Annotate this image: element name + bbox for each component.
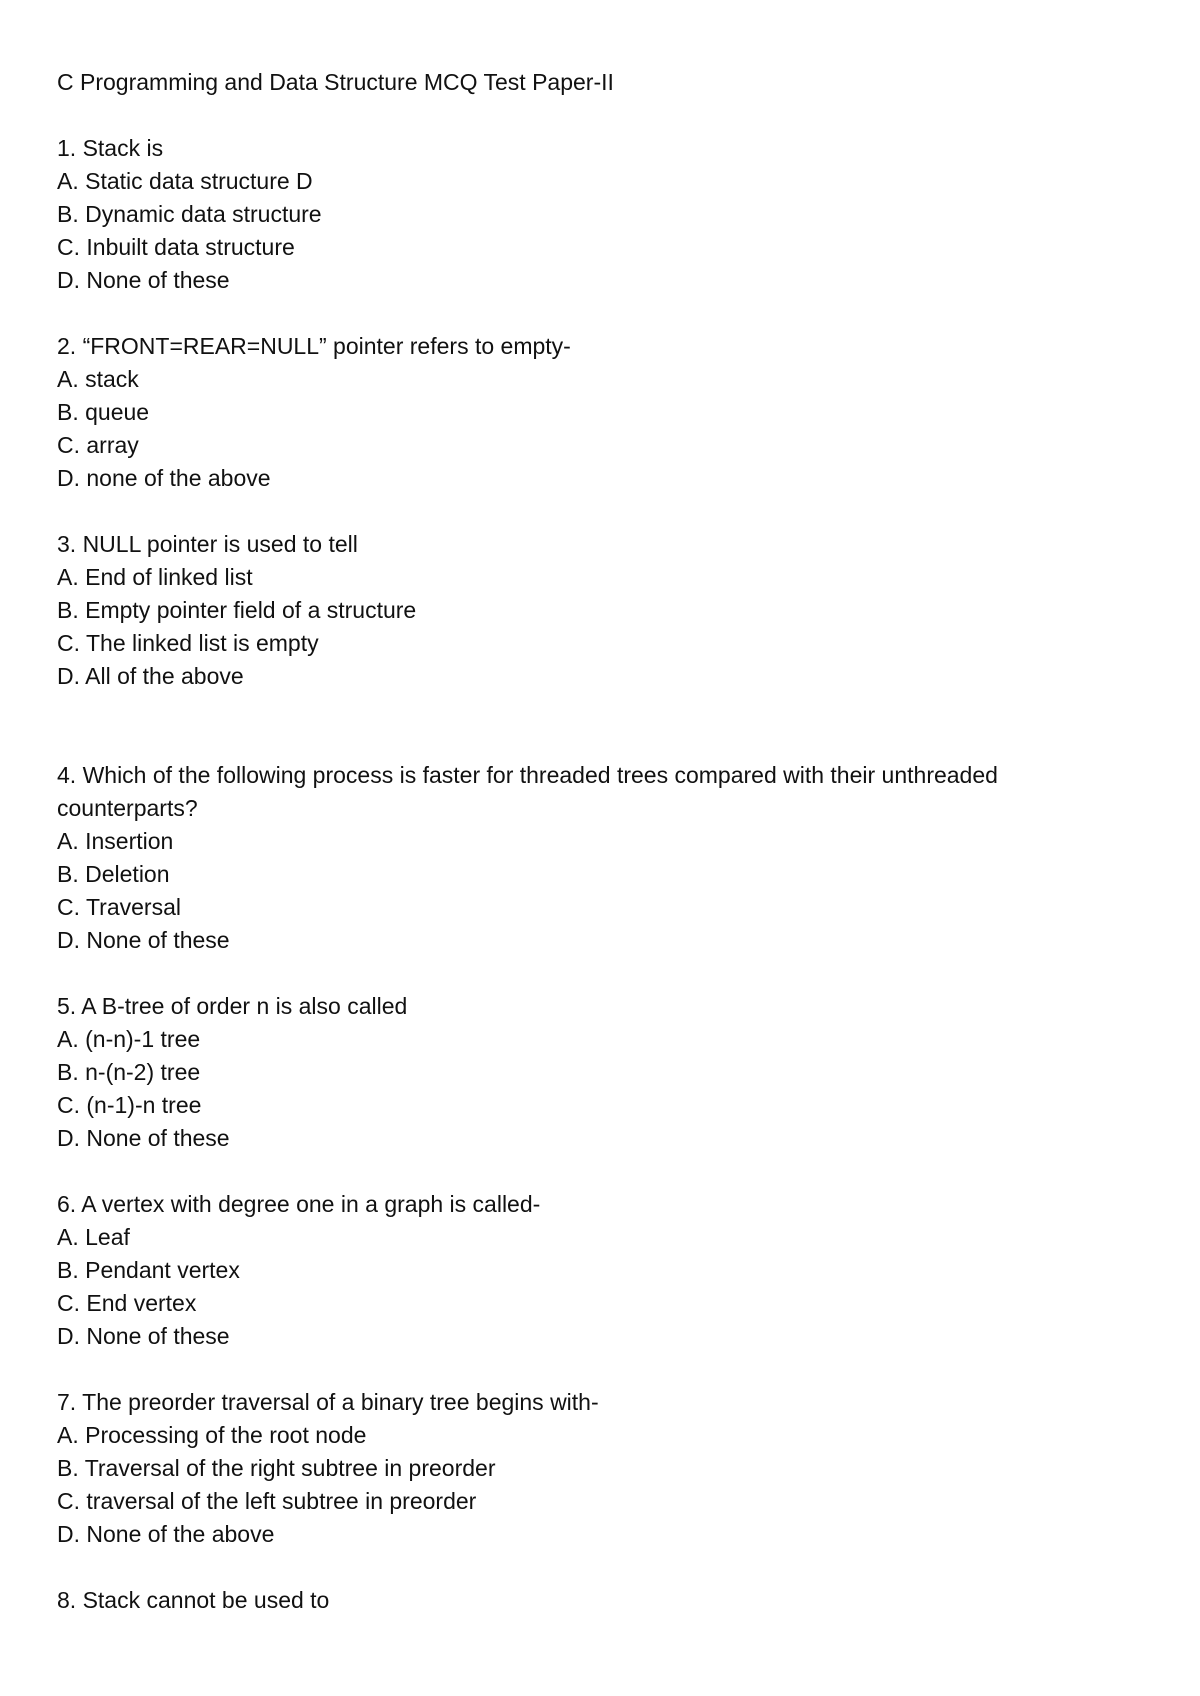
option-a: A. Static data structure D (57, 168, 313, 194)
option-a: A. Insertion (57, 828, 174, 854)
question-text: 6. A vertex with degree one in a graph is called- (57, 1191, 541, 1217)
option-b: B. Deletion (57, 861, 170, 887)
question-text: 4. Which of the following process is faster for threaded trees compared with their unthreaded counterparts? (57, 762, 998, 821)
question-text: 1. Stack is (57, 135, 164, 161)
document-page (57, 66, 1157, 1650)
option-b: B. Pendant vertex (57, 1257, 240, 1283)
option-c: C. Traversal (57, 894, 181, 920)
question-text: 8. Stack cannot be used to (57, 1587, 330, 1613)
question-8 (57, 1584, 1157, 1617)
question-4 (57, 759, 1157, 957)
option-c: C. array (57, 432, 139, 458)
option-d: D. none of the above (57, 465, 271, 491)
option-d: D. None of the above (57, 1521, 275, 1547)
question-3 (57, 528, 1157, 693)
question-text: 2. “FRONT=REAR=NULL” pointer refers to empty- (57, 333, 571, 359)
question-2 (57, 330, 1157, 495)
option-c: C. End vertex (57, 1290, 197, 1316)
option-a: A. Leaf (57, 1224, 130, 1250)
question-text: 7. The preorder traversal of a binary tree begins with- (57, 1389, 599, 1415)
option-d: D. All of the above (57, 663, 244, 689)
question-1 (57, 132, 1157, 297)
option-d: D. None of these (57, 1125, 230, 1151)
option-b: B. Dynamic data structure (57, 201, 322, 227)
option-a: A. stack (57, 366, 139, 392)
option-d: D. None of these (57, 1323, 230, 1349)
document-title: C Programming and Data Structure MCQ Test Paper-II (57, 69, 614, 95)
option-b: B. Empty pointer field of a structure (57, 597, 417, 623)
option-a: A. Processing of the root node (57, 1422, 367, 1448)
option-d: D. None of these (57, 927, 230, 953)
option-c: C. (n-1)-n tree (57, 1092, 202, 1118)
question-text: 3. NULL pointer is used to tell (57, 531, 358, 557)
question-5 (57, 990, 1157, 1155)
option-c: C. The linked list is empty (57, 630, 319, 656)
option-b: B. Traversal of the right subtree in preorder (57, 1455, 496, 1481)
question-7 (57, 1386, 1157, 1551)
option-a: A. End of linked list (57, 564, 253, 590)
option-a: A. (n-n)-1 tree (57, 1026, 201, 1052)
option-c: C. traversal of the left subtree in preorder (57, 1488, 477, 1514)
option-c: C. Inbuilt data structure (57, 234, 295, 260)
option-b: B. n-(n-2) tree (57, 1059, 201, 1085)
question-6 (57, 1188, 1157, 1353)
question-text: 5. A B-tree of order n is also called (57, 993, 408, 1019)
option-b: B. queue (57, 399, 150, 425)
option-d: D. None of these (57, 267, 230, 293)
